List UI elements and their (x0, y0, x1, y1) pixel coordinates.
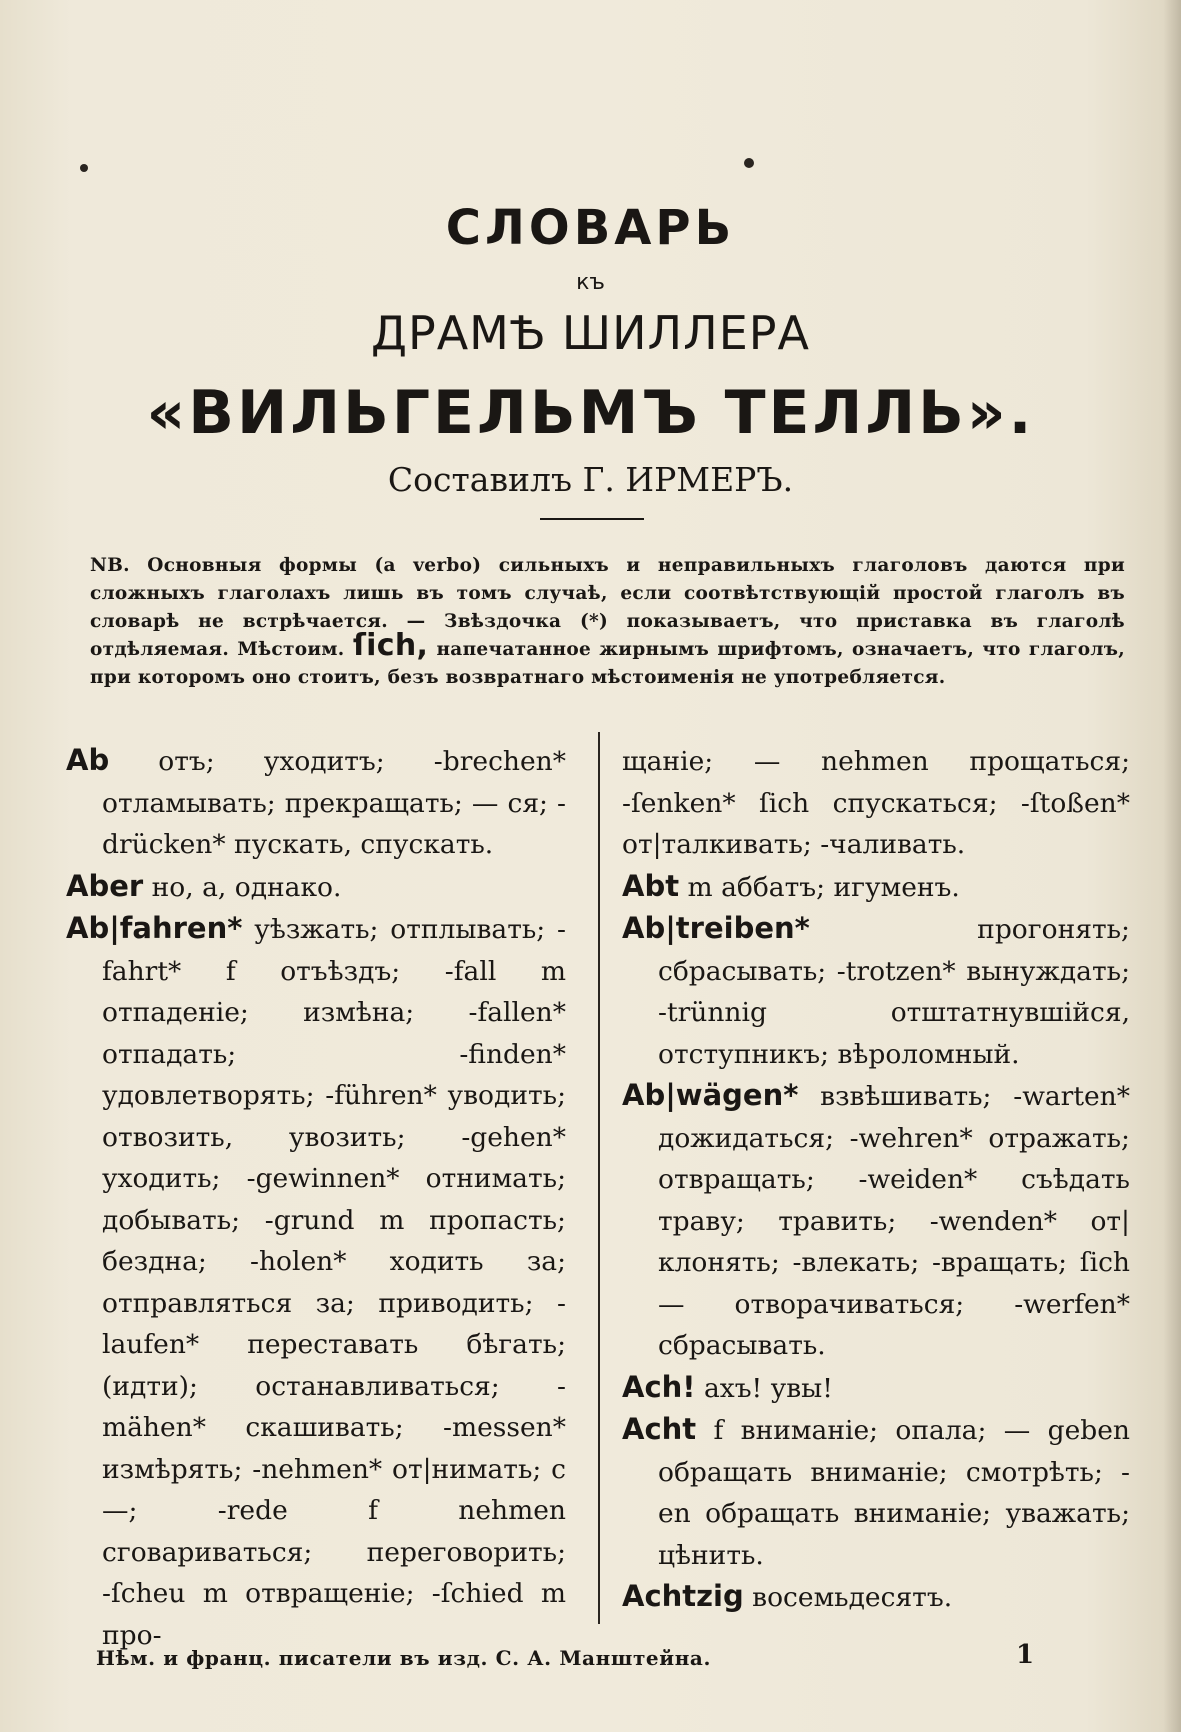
entry-headword: Ab (66, 743, 110, 777)
drama-line: ДРАМѢ ШИЛЛЕРА (371, 306, 810, 360)
column-divider (598, 732, 600, 1624)
ink-dot-left (80, 164, 88, 172)
entry-text: восемьдесятъ. (752, 1582, 953, 1613)
title-rule (540, 518, 644, 520)
entry-headword: Abt (622, 868, 680, 903)
dictionary-entry (66, 740, 566, 866)
usage-note (90, 552, 1125, 692)
usage-note-part2: напечатанное жирнымъ шрифтомъ, означаетъ, что глаголъ, при которомъ оно стоитъ, безъ возвратнаго мѣстоименія не употребляется. (90, 639, 1126, 688)
entry-text: но, а, однако. (151, 871, 342, 903)
page-spine-shadow (1163, 0, 1181, 1732)
entry-headword: Aber (66, 868, 144, 903)
compiler-line: Составилъ Г. ИРМЕРЪ. (387, 460, 794, 499)
page-number: 1 (1016, 1640, 1035, 1670)
entry-headword: Ab|wägen* (622, 1078, 799, 1112)
usage-note-sich: ſich, (352, 628, 429, 663)
dictionary-entry (622, 1409, 1130, 1576)
entry-text: щаніе; — nehmen прощаться; -ſenken* ſich спускаться; -ſtoßen* от|талкивать; -чаливать. (622, 746, 1130, 860)
ink-dot-right (744, 158, 754, 168)
entry-headword: Ab|fahren* (66, 911, 243, 945)
dictionary-entry (622, 866, 1130, 909)
entry-headword: Ab|treiben* (622, 911, 810, 945)
entry-headword: Ach! (622, 1369, 696, 1404)
work-title: «ВИЛЬГЕЛЬМЪ ТЕЛЛЬ». (146, 378, 1035, 448)
dictionary-column-left (66, 740, 566, 1656)
entry-text: отъ; уходитъ; -brechen* отламывать; прекращать; — ся; -drücken* пускать, спускать. (102, 746, 566, 860)
dictionary-entry (622, 740, 1130, 866)
entry-text: прогонять; сбрасывать; -trotzen* вынуждать; -trünnig отштатнувшійся, отступникъ; вѣроломный. (658, 914, 1130, 1070)
entry-text: f вниманіе; опала; — geben обращать вниманіе; смотрѣть; -en обращать вниманіе; уважать; цѣнить. (658, 1415, 1130, 1571)
entry-text: взвѣшивать; -warten* дожидаться; -wehren* отражать; отвращать; -weiden* съѣдать траву; травить; -wenden* от|клонять; -влекать; -вращать; ſich — отворачиваться; -werfen* сбрасывать. (658, 1081, 1130, 1361)
usage-note-part1: NB. Основныя формы (а verbo) сильныхъ и неправильныхъ глаголовъ даются при сложныхъ глаголахъ лишь въ томъ случаѣ, если соотвѣтствующій простой глаголъ въ словарѣ не встрѣчается. — Звѣздочка (*) показываетъ, что приставка въ глаголѣ отдѣляемая. Мѣстоим. (90, 555, 1125, 660)
dictionary-entry (622, 1367, 1130, 1410)
dictionary-entry (622, 908, 1130, 1075)
entry-text: ахъ! увы! (703, 1372, 833, 1404)
entry-text: m аббатъ; игуменъ. (687, 871, 960, 903)
page-title: СЛОВАРЬ (445, 200, 736, 256)
entry-text: уѣзжать; отплывать; -fahrt* f отъѣздъ; -fall m отпаденіе; измѣна; -fallen* отпадать; -finden* удовлетворять; -führen* уводить; отвозить, увозить; -gehen* уходить; -gewinnen* отнимать; добывать; -grund m пропасть; бездна; -holen* ходить за; отправляться за; приводить; -laufen* переставать бѣгать; (идти); останавливаться; -mähen* скашивать; -messen* измѣрять; -nehmen* от|нимать; с—; -rede f nehmen сговариваться; переговорить; -ſcheu m отвращеніе; -ſchied m про- (102, 914, 566, 1651)
dictionary-entry (622, 1075, 1130, 1367)
entry-headword: Acht (622, 1412, 697, 1446)
publisher-footer: Нѣм. и франц. писатели въ изд. С. А. Манштейна. (96, 1646, 712, 1670)
title-preposition: къ (576, 270, 605, 295)
dictionary-entry (66, 866, 566, 909)
dictionary-entry (622, 1576, 1130, 1619)
dictionary-entry (66, 908, 566, 1656)
dictionary-column-right (622, 740, 1130, 1619)
entry-headword: Achtzig (622, 1579, 744, 1613)
